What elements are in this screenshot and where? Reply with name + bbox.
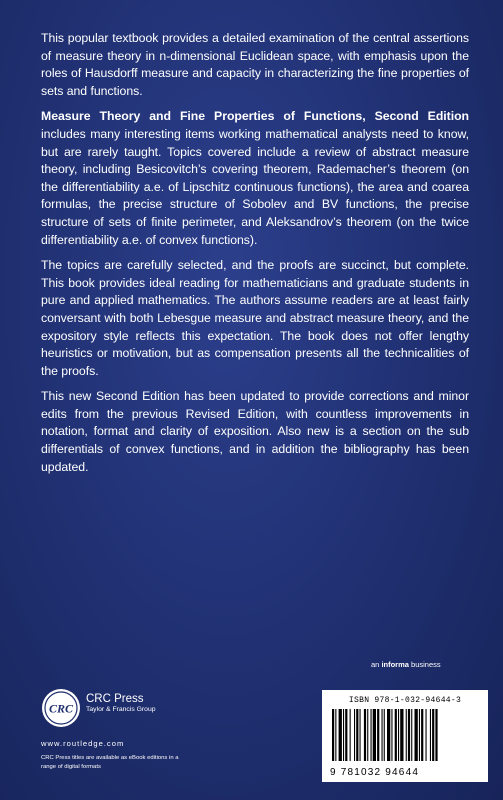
barcode-bar	[421, 709, 423, 761]
barcode-digits: 9 781032 94644	[330, 767, 420, 778]
description-paragraph-2	[41, 108, 469, 249]
crc-press-logo-icon	[41, 688, 81, 728]
barcode-bar	[395, 709, 397, 761]
isbn-barcode	[322, 690, 488, 782]
barcode-bar	[382, 709, 383, 761]
barcode-bar	[419, 709, 420, 761]
ebook-availability-note: CRC Press titles are available as eBook editions in a range of digital formats	[41, 755, 179, 770]
informa-business-label	[371, 660, 441, 669]
publisher-name: CRC Press	[86, 693, 144, 705]
isbn-label: ISBN 978-1-032-94644-3	[348, 696, 462, 705]
publisher-group: Taylor & Francis Group	[86, 706, 156, 713]
description-paragraph-2-body: includes many interesting items working mathematical analysts need to know, but are rarely taught. Topics covered include a review of abstract measure theory, including Besicovitch’s covering theorem, Rademacher’s theorem (on the differentiability a.e. of Lipschitz continuous functions), the area and coarea formulas, the precise structure of Sobolev and BV functions, the precise structure of sets of finite perimeter, and Aleksandrov’s theorem (on the twice differentiability a.e. of convex functions).	[41, 126, 469, 247]
barcode-bar	[406, 709, 407, 761]
barcode-bar	[332, 709, 334, 761]
publisher-block	[86, 693, 156, 713]
barcode-bar	[408, 709, 410, 761]
book-title-bold: Measure Theory and Fine Properties of Functions, Second Edition	[41, 109, 469, 124]
barcode-bar	[343, 709, 344, 761]
barcode-bar	[335, 709, 336, 761]
barcode-bar	[432, 709, 434, 761]
barcode-bar	[377, 709, 379, 761]
barcode-bar	[373, 709, 376, 761]
barcode-bar	[430, 709, 431, 761]
barcode-bar	[354, 709, 355, 761]
barcode-bar	[364, 709, 366, 761]
description-paragraph-1: This popular textbook provides a detailed examination of the central assertions of measure theory in n-dimensional Euclidean space, with emphasis upon the roles of Hausdorff measure and capacity in characterizing the fine properties of sets and functions.	[41, 31, 469, 98]
barcode-bar	[339, 709, 342, 761]
barcode-bar	[356, 709, 358, 761]
barcode-bar	[435, 709, 437, 761]
publisher-website[interactable]: www.routledge.com	[41, 739, 125, 748]
informa-prefix: an	[371, 660, 382, 669]
barcode-bars	[330, 709, 480, 761]
description-paragraph-4: This new Second Edition has been updated to provide corrections and minor edits from the previous Revised Edition, with countless improvements in notation, format and clarity of exposition. Also new is a section on the sub differentials of convex functions, and in addition the bibliography has been updated.	[41, 389, 469, 474]
barcode-bar	[360, 709, 361, 761]
barcode-bar	[384, 709, 385, 761]
barcode-bar	[426, 709, 427, 761]
barcode-bar	[391, 709, 392, 761]
barcode-bar	[398, 709, 399, 761]
barcode-bar	[411, 709, 412, 761]
barcode-bar	[371, 709, 372, 761]
barcode-bar	[415, 709, 418, 761]
barcode-bar	[387, 709, 390, 761]
description-paragraph-3: The topics are carefully selected, and the proofs are succinct, but complete. This book provides ideal reading for mathematicians and graduate students in pure and applied mathematics. The authors assume readers are at least fairly conversant with both Lebesgue measure and abstract measure theory, and the expository style reflects this expectation. The book does not offer lengthy heuristics or motivation, but as compensation presents all the technicalities of the proofs.	[41, 258, 469, 378]
informa-brand: informa	[381, 660, 409, 669]
barcode-bar	[400, 709, 403, 761]
crc-logo-text: CRC	[48, 701, 74, 716]
barcode-bar	[345, 709, 347, 761]
barcode-bar	[350, 709, 351, 761]
informa-suffix: business	[408, 660, 441, 669]
barcode-bar	[367, 709, 368, 761]
back-cover-description	[41, 30, 469, 484]
